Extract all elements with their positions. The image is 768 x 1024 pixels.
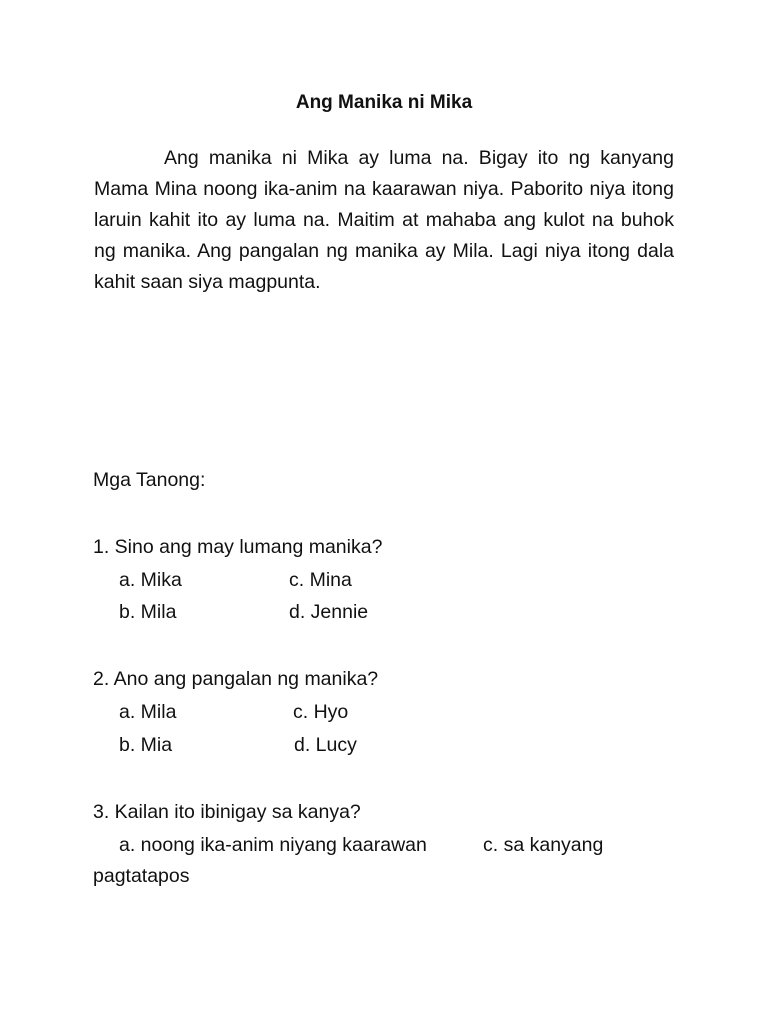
question-1-choice-b: b. Mila [119, 601, 177, 623]
question-1-choice-a: a. Mika [119, 569, 182, 591]
questions-heading: Mga Tanong: [93, 469, 206, 491]
question-2-text: 2. Ano ang pangalan ng manika? [93, 668, 379, 690]
question-1-choice-d: d. Jennie [289, 601, 369, 623]
question-2-choice-a: a. Mila [119, 701, 177, 723]
question-3-text: 3. Kailan ito ibinigay sa kanya? [93, 801, 361, 823]
question-2-choice-c: c. Hyo [293, 701, 349, 723]
question-2-choice-d: d. Lucy [294, 734, 357, 756]
page-title: Ang Manika ni Mika [295, 92, 473, 113]
question-1-text: 1. Sino ang may lumang manika? [93, 536, 383, 558]
question-3-choice-c: c. sa kanyang [483, 834, 604, 856]
story-paragraph: Ang manika ni Mika ay luma na. Bigay ito ng kanyang Mama Mina noong ika-anim na kaarawan niya. Paborito niya itong laruin kahit ito ay luma na. Maitim at mahaba ang kulot na buhok ng manika. Ang pangalan ng manika ay Mila. Lagi niya itong dala kahit saan siya magpunta. [94, 147, 674, 293]
question-1-choice-c: c. Mina [289, 569, 352, 591]
question-2-choice-b: b. Mia [119, 734, 173, 756]
question-3-choice-a: a. noong ika-anim niyang kaarawan [119, 834, 427, 856]
question-3-choice-c-continued: pagtatapos [93, 865, 190, 887]
